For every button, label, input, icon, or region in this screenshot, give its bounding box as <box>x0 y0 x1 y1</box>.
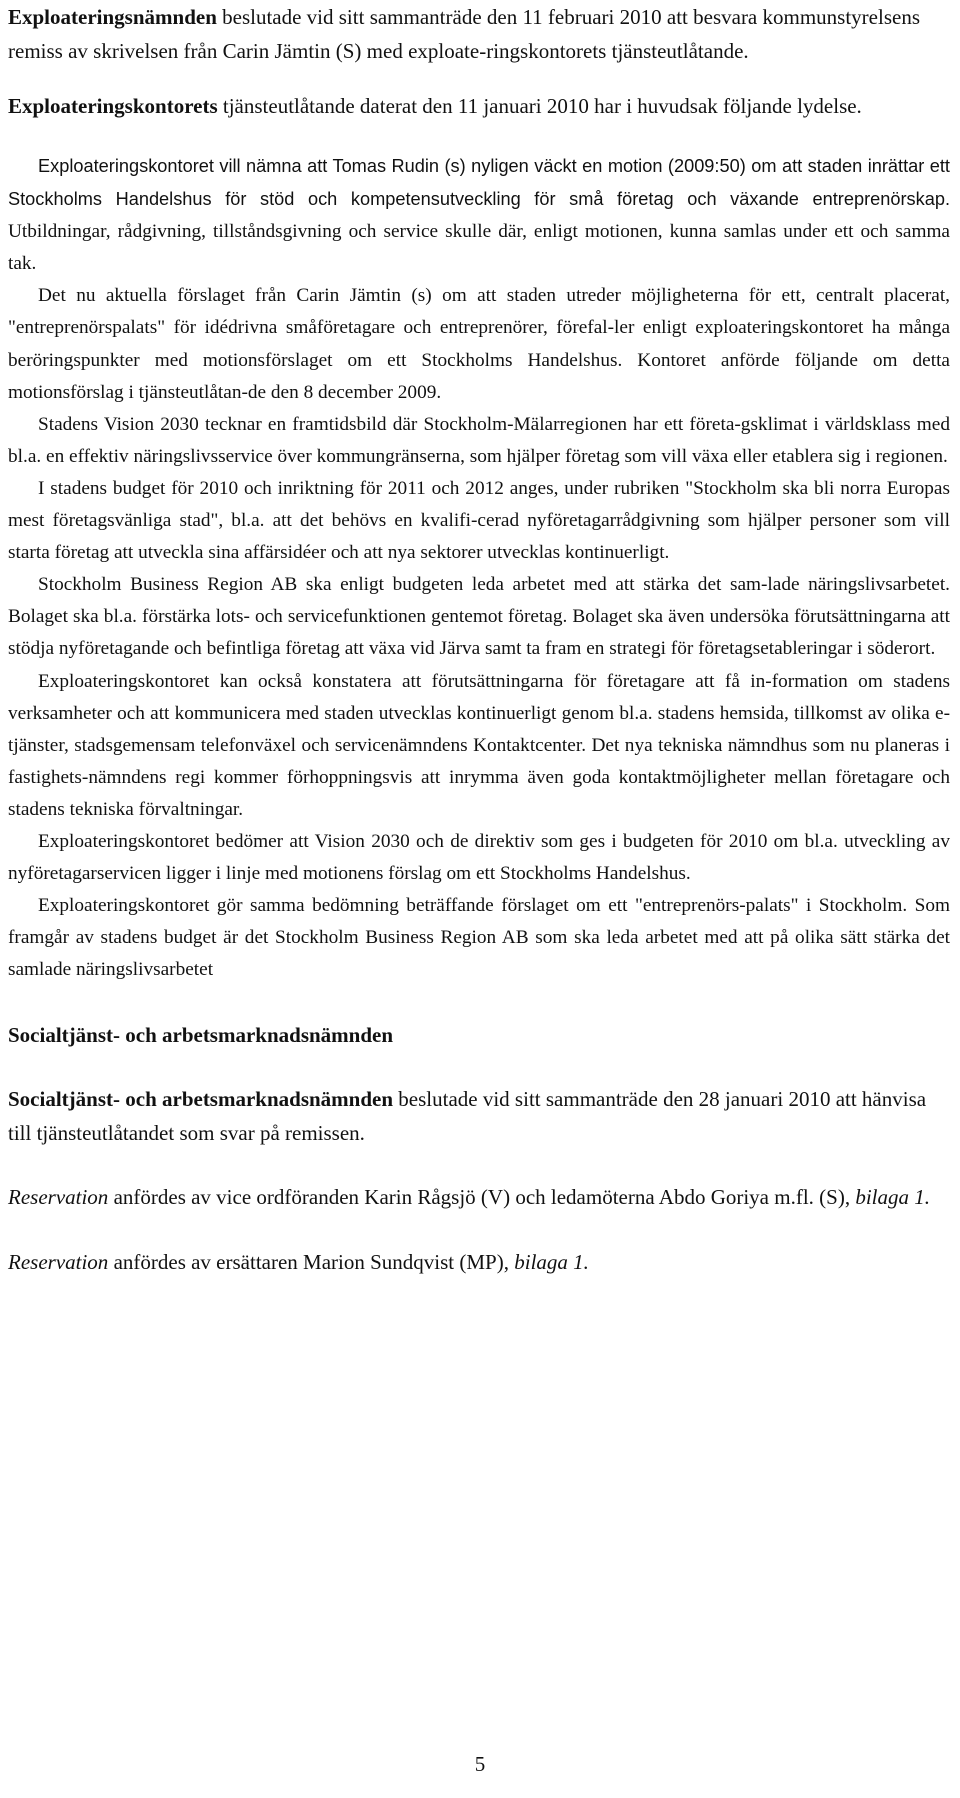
quote-paragraph-2: Det nu aktuella förslaget från Carin Jämtin (s) om att staden utreder möjligheterna för ett, centralt placerat, "entreprenörspalats" för idédrivna småföretagare och entreprenörer, förefal-ler enligt exploateringskontoret ha många beröringspunkter med motionsförslaget om ett Stockholms Handelshus. Kontoret anförde följande om detta motionsförslag i tjänsteutlåtan-de den 8 december 2009. <box>8 285 950 403</box>
intro-paragraph-2 <box>8 89 950 123</box>
quote-paragraph-1 <box>8 150 950 280</box>
quote-paragraph-5: Stockholm Business Region AB ska enligt budgeten leda arbetet med att stärka det sam-lade näringslivsarbetet. Bolaget ska bl.a. förstärka lots- och servicefunktionen gentemot företag. Bolaget ska även undersöka förutsättningarna att stödja nyföretagande och befintliga företag att växa vid Järva samt ta fram en strategi för företagsetableringar i söderort. <box>8 574 950 660</box>
reservation-2 <box>8 1245 950 1279</box>
page-number: 5 <box>474 1752 486 1776</box>
social-paragraph-text: beslutade vid sitt sammanträde den 28 januari 2010 att hänvisa till tjänsteutlåtandet som svar på remissen. <box>8 1087 927 1146</box>
quote-paragraph-8: Exploateringskontoret gör samma bedömning beträffande förslaget om ett "entreprenörs-palats" i Stockholm. Som framgår av stadens budget är det Stockholm Business Region AB som ska leda arbetet med att på olika sätt stärka det samlade näringslivsarbetet <box>8 895 950 981</box>
quote-paragraph-3: Stadens Vision 2030 tecknar en framtidsbild där Stockholm-Mälarregionen har ett företa-gsklimat i världsklass med bl.a. en effektiv näringslivsservice över kommungränserna, som hjälper företag som vill växa eller etablera sig i regionen. <box>8 413 950 467</box>
reservation-2-ref: bilaga 1. <box>514 1250 589 1275</box>
quote-paragraph-1-tail: Utbildningar, rådgivning, tillståndsgivning och service skulle där, enligt motionen, kunna samlas under ett och samma tak. <box>8 221 950 275</box>
quote-paragraph-1-sans: Exploateringskontoret vill nämna att Tomas Rudin (s) nyligen väckt en motion (2009:50) om att staden inrättar ett Stockholms Handelshus för stöd och kompetensutveckling för små företag och växande entreprenörskap. <box>8 156 950 210</box>
quote-paragraph-6: Exploateringskontoret kan också konstatera att förutsättningarna för företagare att få in-formation om stadens verksamheter och att kommunicera med staden utvecklas kontinuerligt genom bl.a. stadens hemsida, tillkomst av olika e-tjänster, stadsgemensam telefonväxel och servicenämndens Kontaktcenter. Det nya tekniska nämndhus som nu planeras i fastighets-nämndens regi kommer förhoppningsvis att inrymma även goda kontaktmöjligheter mellan företagare och stadens tekniska förvaltningar. <box>8 670 950 820</box>
reservation-1-ref: bilaga 1. <box>855 1185 931 1210</box>
section-heading: Socialtjänst- och arbetsmarknadsnämnden <box>8 1023 394 1048</box>
reservation-1-text: anfördes av vice ordföranden Karin Rågsjö (V) och ledamöterna Abdo Goriya m.fl. (S), <box>108 1185 856 1210</box>
intro-paragraph-1 <box>8 0 950 68</box>
reservation-1 <box>8 1180 950 1214</box>
quote-paragraph-4: I stadens budget för 2010 och inriktning för 2011 och 2012 anges, under rubriken "Stockholm ska bli norra Europas mest företagsvänliga stad", bl.a. att det behövs en kvalifi-cerad nyföretagarrådgivning som hjälper personer som vill starta företag att utveckla sina affärsidéer och att nya sektorer utvecklas kontinuerligt. <box>8 477 950 564</box>
intro-paragraph-1-text: beslutade vid sitt sammanträde den 11 februari 2010 att besvara kommunstyrelsens remiss av skrivelsen från Carin Jämtin (S) med exploate-ringskontorets tjänsteutlåtande. <box>8 5 920 63</box>
social-paragraph <box>8 1082 950 1150</box>
reservation-2-label: Reservation <box>8 1250 109 1275</box>
exploateringsnamnden-bold: Exploateringsnämnden <box>8 5 217 29</box>
intro-paragraph-2-text: tjänsteutlåtande daterat den 11 januari 2010 har i huvudsak följande lydelse. <box>217 94 862 118</box>
reservation-2-text: anfördes av ersättaren Marion Sundqvist (MP), <box>108 1250 515 1275</box>
document-page <box>8 0 950 1279</box>
reservation-1-label: Reservation <box>8 1185 109 1210</box>
quote-paragraph-7: Exploateringskontoret bedömer att Vision 2030 och de direktiv som ges i budgeten för 2010 om bl.a. utveckling av nyföretagarservicen ligger i linje med motionens förslag om ett Stockholms Handelshus. <box>8 830 950 885</box>
quoted-statement <box>8 150 950 986</box>
exploateringskontorets-bold: Exploateringskontorets <box>8 94 218 118</box>
social-bold: Socialtjänst- och arbetsmarknadsnämnden <box>8 1087 394 1112</box>
